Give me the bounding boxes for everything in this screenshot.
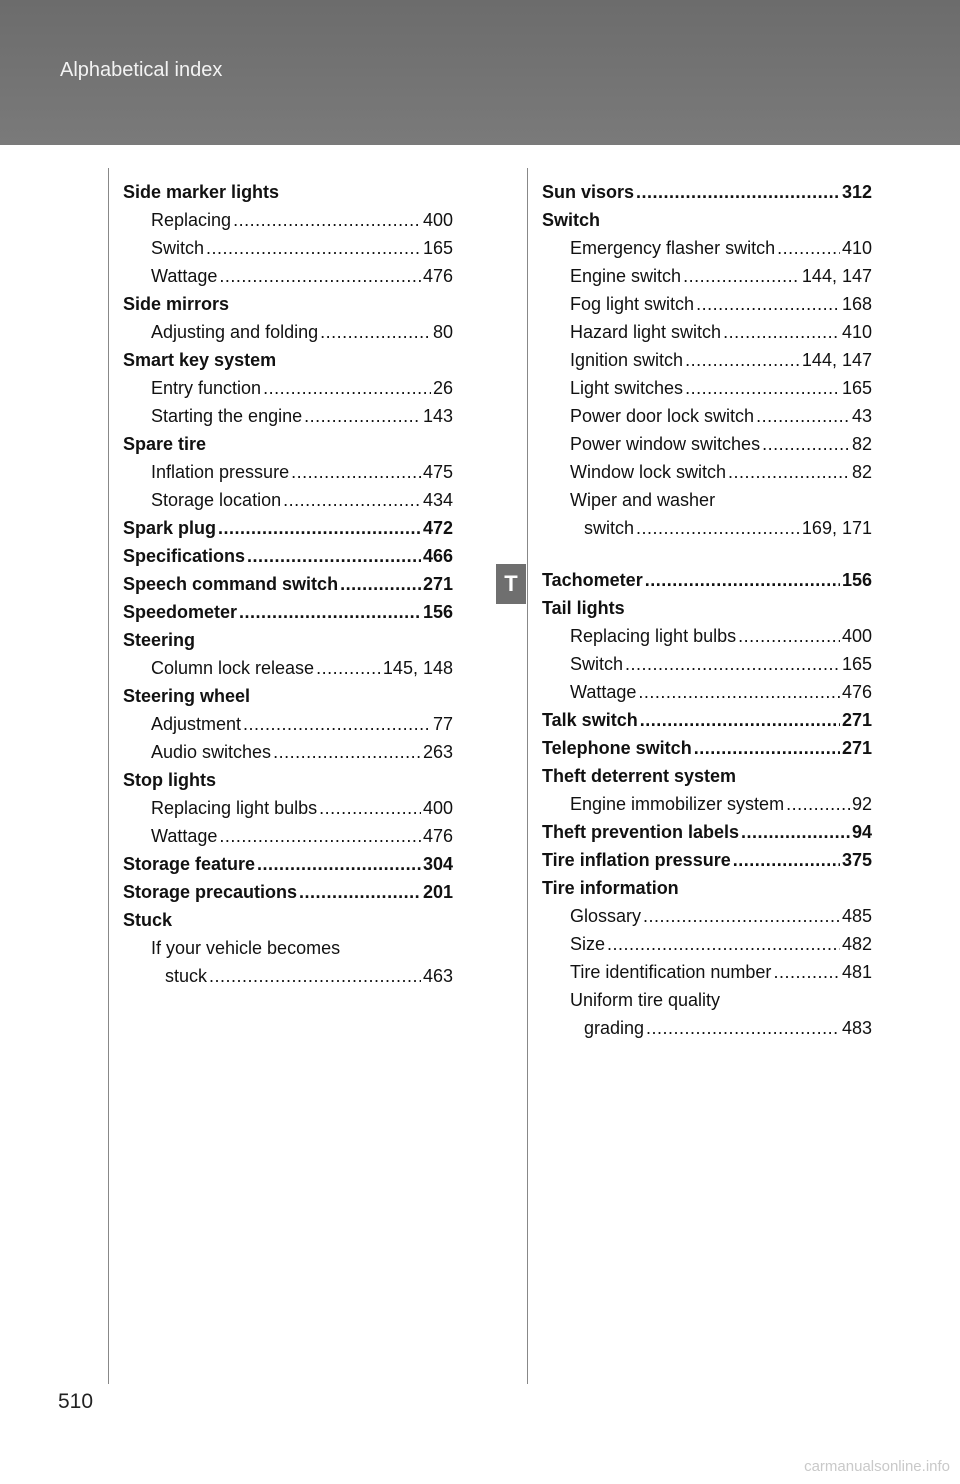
leader-dots <box>728 458 850 486</box>
index-entry <box>542 346 872 374</box>
watermark: carmanualsonline.info <box>804 1458 950 1475</box>
entry-label: Switch <box>542 210 601 230</box>
leader-dots <box>316 654 381 682</box>
leader-dots <box>299 878 421 906</box>
index-entry <box>123 514 453 542</box>
index-entry <box>123 486 453 514</box>
index-entry <box>123 794 453 822</box>
leader-dots <box>696 290 840 318</box>
index-entry <box>542 790 872 818</box>
entry-label: Engine switch <box>570 266 682 286</box>
entry-page-number: 144, 147 <box>801 266 872 286</box>
index-entry <box>123 850 453 878</box>
entry-label: Wattage <box>151 826 218 846</box>
entry-page-number: 472 <box>422 518 453 538</box>
entry-label: Tire inflation pressure <box>542 850 731 870</box>
index-entry <box>542 678 872 706</box>
entry-label: Inflation pressure <box>151 462 290 482</box>
entry-label: Adjustment <box>151 714 242 734</box>
entry-label: Side marker lights <box>123 182 280 202</box>
entry-label: Stop lights <box>123 770 216 790</box>
leader-dots <box>646 1014 840 1042</box>
entry-page-number: 375 <box>841 850 872 870</box>
entry-label: Wattage <box>151 266 218 286</box>
entry-page-number: 475 <box>422 462 453 482</box>
index-entry <box>123 654 453 682</box>
entry-page-number: 145, 148 <box>382 658 453 678</box>
entry-page-number: 304 <box>422 854 453 874</box>
entry-label: Replacing light bulbs <box>570 626 737 646</box>
entry-page-number: 400 <box>422 798 453 818</box>
index-heading <box>542 206 872 234</box>
leader-dots <box>723 318 840 346</box>
entry-page-number: 144, 147 <box>801 350 872 370</box>
entry-page-number: 156 <box>422 602 453 622</box>
entry-label: Spare tire <box>123 434 207 454</box>
entry-label: Speedometer <box>123 602 238 622</box>
leader-dots <box>243 710 431 738</box>
leader-dots <box>257 850 421 878</box>
entry-label: Power door lock switch <box>570 406 755 426</box>
entry-label: Replacing light bulbs <box>151 798 318 818</box>
leader-dots <box>607 930 840 958</box>
leader-dots <box>636 514 800 542</box>
index-entry <box>542 902 872 930</box>
entry-page-number: 410 <box>841 238 872 258</box>
entry-label: Steering <box>123 630 196 650</box>
entry-label: Tail lights <box>542 598 625 618</box>
index-entry <box>123 458 453 486</box>
leader-dots <box>304 402 421 430</box>
leader-dots <box>733 846 840 874</box>
entry-label: Light switches <box>570 378 684 398</box>
leader-dots <box>218 514 421 542</box>
leader-dots <box>625 650 840 678</box>
leader-dots <box>273 738 421 766</box>
index-heading <box>542 594 872 622</box>
leader-dots <box>683 262 800 290</box>
entry-page-number: 82 <box>851 434 872 454</box>
entry-label: Power window switches <box>570 434 761 454</box>
index-entry <box>542 514 872 542</box>
index-entry <box>123 570 453 598</box>
header-title: Alphabetical index <box>60 59 223 81</box>
entry-page-number: 271 <box>841 710 872 730</box>
entry-label: Window lock switch <box>570 462 727 482</box>
index-entry <box>542 846 872 874</box>
entry-page-number: 77 <box>432 714 453 734</box>
entry-page-number: 169, 171 <box>801 518 872 538</box>
leader-dots <box>640 706 840 734</box>
index-entry <box>542 1014 872 1042</box>
section-tab-letter: T <box>496 564 526 604</box>
index-entry <box>542 430 872 458</box>
entry-page-number: 168 <box>841 294 872 314</box>
entry-label: If your vehicle becomes <box>151 938 341 958</box>
index-heading <box>123 906 453 934</box>
index-entry <box>542 318 872 346</box>
index-heading <box>123 766 453 794</box>
entry-label: Audio switches <box>151 742 272 762</box>
entry-label: Stuck <box>123 910 173 930</box>
entry-page-number: 165 <box>841 378 872 398</box>
leader-dots <box>291 458 421 486</box>
entry-page-number: 271 <box>422 574 453 594</box>
entry-page-number: 26 <box>432 378 453 398</box>
column-divider-right <box>527 168 528 1384</box>
index-entry <box>542 262 872 290</box>
index-column-left <box>123 178 453 990</box>
entry-label: Tire identification number <box>570 962 772 982</box>
entry-page-number: 165 <box>422 238 453 258</box>
index-entry <box>123 934 453 962</box>
entry-label: Starting the engine <box>151 406 303 426</box>
entry-page-number: 476 <box>841 682 872 702</box>
leader-dots <box>643 902 840 930</box>
entry-page-number: 400 <box>841 626 872 646</box>
leader-dots <box>219 262 421 290</box>
entry-label: Storage feature <box>123 854 256 874</box>
entry-label: Storage precautions <box>123 882 298 902</box>
entry-label: Tachometer <box>542 570 643 590</box>
index-entry <box>542 958 872 986</box>
entry-page-number: 201 <box>422 882 453 902</box>
index-entry <box>123 542 453 570</box>
index-entry <box>542 986 872 1014</box>
index-entry <box>542 234 872 262</box>
index-entry <box>542 622 872 650</box>
index-entry <box>542 178 872 206</box>
index-entry <box>123 878 453 906</box>
index-entry <box>542 734 872 762</box>
leader-dots <box>206 234 421 262</box>
entry-label: switch <box>584 518 635 538</box>
entry-page-number: 434 <box>422 490 453 510</box>
entry-label: Replacing <box>151 210 232 230</box>
index-entry <box>123 822 453 850</box>
index-entry <box>123 402 453 430</box>
index-entry <box>123 374 453 402</box>
entry-page-number: 400 <box>422 210 453 230</box>
entry-label: Engine immobilizer system <box>570 794 785 814</box>
index-entry <box>123 318 453 346</box>
leader-dots <box>694 734 840 762</box>
entry-page-number: 476 <box>422 826 453 846</box>
leader-dots <box>738 622 840 650</box>
entry-label: Storage location <box>151 490 282 510</box>
leader-dots <box>283 486 421 514</box>
index-entry <box>123 962 453 990</box>
index-entry <box>123 738 453 766</box>
entry-page-number: 94 <box>851 822 872 842</box>
entry-page-number: 481 <box>841 962 872 982</box>
index-entry <box>123 206 453 234</box>
leader-dots <box>320 318 431 346</box>
entry-label: Switch <box>570 654 624 674</box>
entry-label: Hazard light switch <box>570 322 722 342</box>
entry-label: Theft prevention labels <box>542 822 740 842</box>
entry-label: Ignition switch <box>570 350 684 370</box>
index-heading <box>123 430 453 458</box>
leader-dots <box>773 958 840 986</box>
section-gap <box>542 542 872 566</box>
leader-dots <box>645 566 840 594</box>
index-entry <box>542 374 872 402</box>
entry-page-number: 92 <box>851 794 872 814</box>
entry-label: Smart key system <box>123 350 277 370</box>
entry-label: Talk switch <box>542 710 638 730</box>
index-entry <box>542 706 872 734</box>
entry-page-number: 312 <box>841 182 872 202</box>
entry-label: Specifications <box>123 546 246 566</box>
entry-label: Telephone switch <box>542 738 692 758</box>
entry-label: Adjusting and folding <box>151 322 319 342</box>
leader-dots <box>786 790 850 818</box>
entry-page-number: 143 <box>422 406 453 426</box>
leader-dots <box>638 678 840 706</box>
index-entry <box>123 262 453 290</box>
entry-page-number: 476 <box>422 266 453 286</box>
index-heading <box>123 290 453 318</box>
leader-dots <box>741 818 850 846</box>
entry-label: stuck <box>165 966 208 986</box>
leader-dots <box>762 430 850 458</box>
entry-label: Theft deterrent system <box>542 766 737 786</box>
entry-label: Switch <box>151 238 205 258</box>
entry-label: Uniform tire quality <box>570 990 721 1010</box>
leader-dots <box>685 374 840 402</box>
entry-page-number: 483 <box>841 1018 872 1038</box>
page-header <box>0 0 960 145</box>
entry-label: Speech command switch <box>123 574 339 594</box>
entry-label: Emergency flasher switch <box>570 238 776 258</box>
index-entry <box>123 234 453 262</box>
entry-label: Tire information <box>542 878 679 898</box>
leader-dots <box>685 346 800 374</box>
leader-dots <box>263 374 431 402</box>
entry-label: Size <box>570 934 606 954</box>
leader-dots <box>219 822 421 850</box>
entry-page-number: 463 <box>422 966 453 986</box>
leader-dots <box>777 234 840 262</box>
entry-page-number: 165 <box>841 654 872 674</box>
index-column-right <box>542 178 872 1042</box>
index-heading <box>542 762 872 790</box>
entry-label: Entry function <box>151 378 262 398</box>
index-entry <box>542 566 872 594</box>
index-entry <box>123 710 453 738</box>
entry-page-number: 482 <box>841 934 872 954</box>
leader-dots <box>209 962 421 990</box>
entry-page-number: 82 <box>851 462 872 482</box>
entry-label: Steering wheel <box>123 686 251 706</box>
leader-dots <box>239 598 421 626</box>
leader-dots <box>636 178 840 206</box>
entry-page-number: 466 <box>422 546 453 566</box>
entry-page-number: 156 <box>841 570 872 590</box>
entry-page-number: 43 <box>851 406 872 426</box>
index-entry <box>542 650 872 678</box>
index-heading <box>542 874 872 902</box>
leader-dots <box>247 542 421 570</box>
entry-page-number: 80 <box>432 322 453 342</box>
entry-label: Wiper and washer <box>570 490 716 510</box>
leader-dots <box>340 570 421 598</box>
index-entry <box>542 402 872 430</box>
entry-page-number: 410 <box>841 322 872 342</box>
entry-label: Glossary <box>570 906 642 926</box>
entry-label: Column lock release <box>151 658 315 678</box>
index-heading <box>123 346 453 374</box>
column-divider-left <box>108 168 109 1384</box>
index-heading <box>123 626 453 654</box>
entry-label: Fog light switch <box>570 294 695 314</box>
entry-page-number: 271 <box>841 738 872 758</box>
entry-label: grading <box>584 1018 645 1038</box>
leader-dots <box>233 206 421 234</box>
entry-label: Spark plug <box>123 518 217 538</box>
leader-dots <box>756 402 850 430</box>
leader-dots <box>319 794 421 822</box>
entry-label: Wattage <box>570 682 637 702</box>
entry-page-number: 485 <box>841 906 872 926</box>
index-heading <box>123 178 453 206</box>
page-number: 510 <box>58 1390 94 1413</box>
entry-label: Sun visors <box>542 182 635 202</box>
index-entry <box>123 598 453 626</box>
entry-label: Side mirrors <box>123 294 230 314</box>
entry-page-number: 263 <box>422 742 453 762</box>
index-entry <box>542 486 872 514</box>
index-entry <box>542 818 872 846</box>
index-entry <box>542 458 872 486</box>
index-heading <box>123 682 453 710</box>
index-entry <box>542 290 872 318</box>
index-entry <box>542 930 872 958</box>
